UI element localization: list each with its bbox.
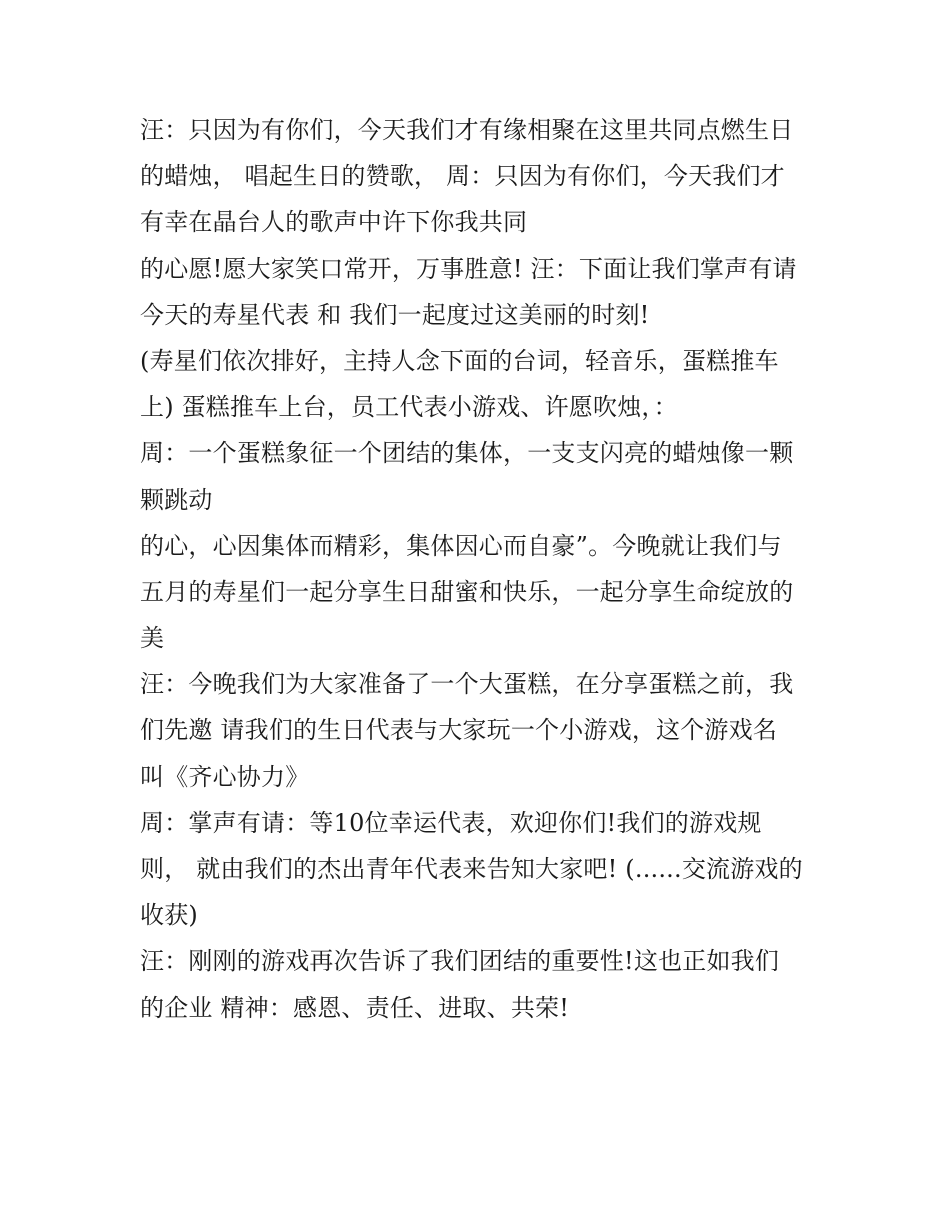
text-line: 汪：刚刚的游戏再次告诉了我们团结的重要性!这也正如我们: [140, 947, 780, 976]
text-line: 的心，心因集体而精彩，集体因心而自豪”。今晚就让我们与: [140, 531, 782, 560]
text-line: 颗跳动: [140, 485, 213, 514]
text-line: 今天的寿星代表 和 我们一起度过这美丽的时刻!: [140, 300, 650, 329]
text-line: 的蜡烛， 唱起生日的赞歌， 周：只因为有你们，今天我们才: [140, 162, 785, 191]
text-line: 周：一个蛋糕象征一个团结的集体，一支支闪亮的蜡烛像一颗: [140, 439, 794, 468]
document-body: [140, 107, 830, 1031]
text-line: 美: [140, 624, 165, 653]
text-line: 上) 蛋糕推车上台，员工代表小游戏、许愿吹烛，：: [140, 393, 678, 422]
text-line: 则， 就由我们的杰出青年代表来告知大家吧! (......交流游戏的: [140, 855, 803, 883]
text-line: 的企业 精神：感恩、责任、进取、共荣!: [140, 993, 570, 1022]
text-line: 汪：今晚我们为大家准备了一个大蛋糕，在分享蛋糕之前，我: [140, 670, 794, 699]
text-line: 收获): [140, 901, 198, 930]
text-line: 们先邀 请我们的生日代表与大家玩一个小游戏，这个游戏名: [140, 716, 778, 745]
text-line: (寿星们依次排好，主持人念下面的台词，轻音乐，蛋糕推车: [140, 346, 779, 375]
text-line: 的心愿!愿大家笑口常开，万事胜意! 汪：下面让我们掌声有请: [140, 254, 797, 283]
text-line: 五月的寿星们一起分享生日甜蜜和快乐，一起分享生命绽放的: [140, 577, 794, 606]
text-line: 叫《齐心协力》: [140, 762, 310, 791]
text-line: 有幸在晶台人的歌声中许下你我共同: [140, 208, 528, 237]
text-line: 汪：只因为有你们，今天我们才有缘相聚在这里共同点燃生日: [140, 116, 794, 144]
text-line: 周：掌声有请：等10位幸运代表，欢迎你们!我们的游戏规: [140, 808, 762, 837]
